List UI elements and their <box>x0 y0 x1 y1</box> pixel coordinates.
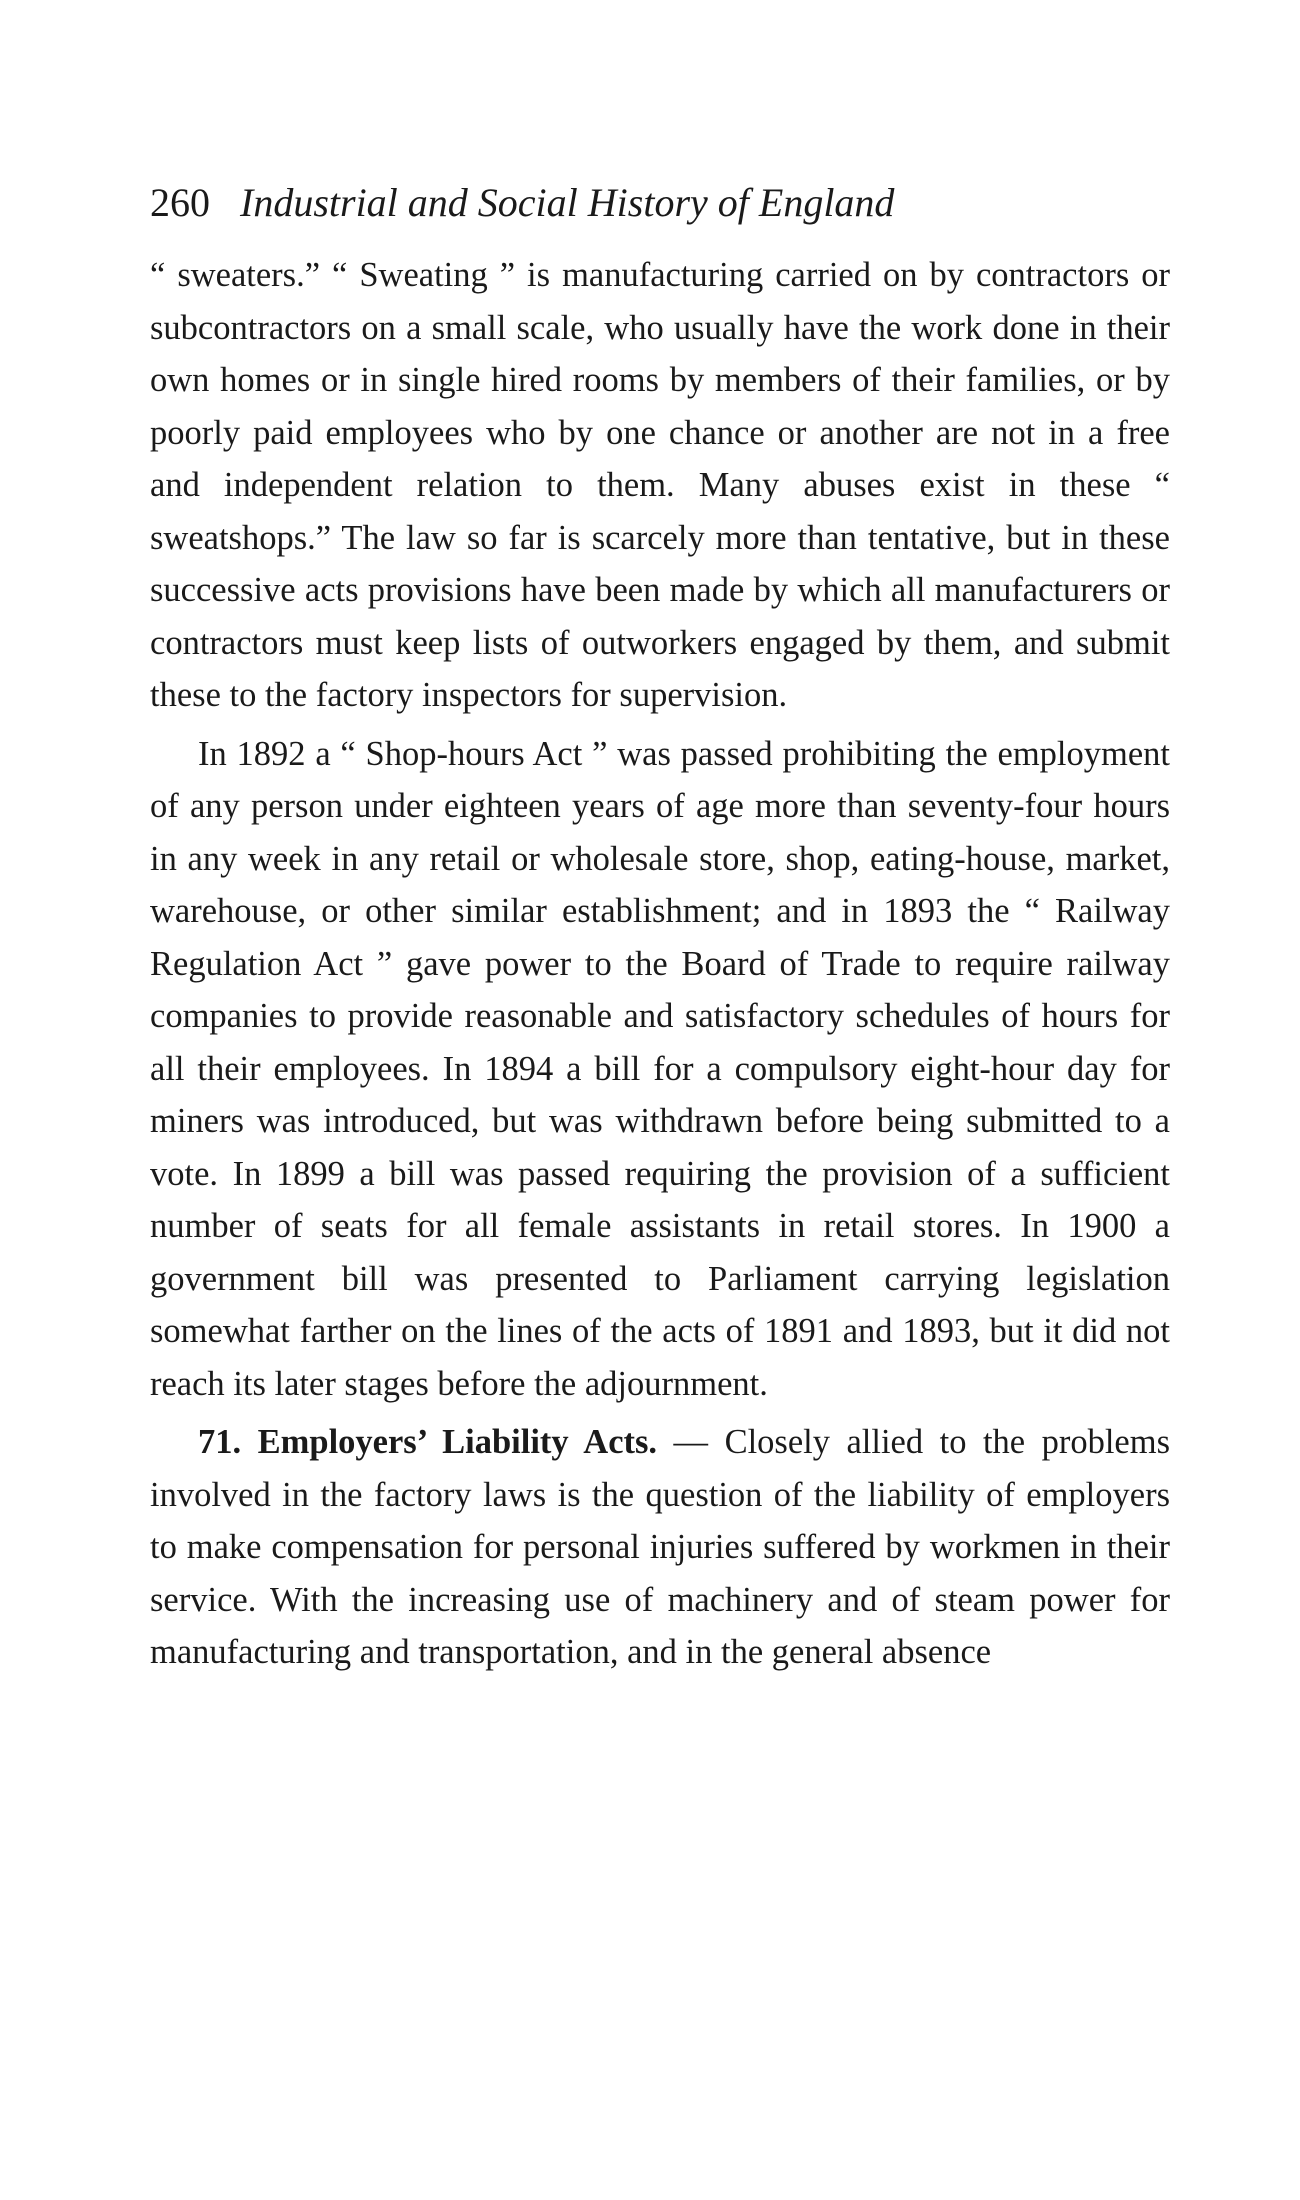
paragraph-shop-hours: In 1892 a “ Shop-hours Act ” was passed prohibiting the employment of any person under eighteen years of age more than seventy-four hours in any week in any retail or wholesale store, shop, eating-house, market, warehouse, or other similar establishment; and in 1893 the “ Railway Regulation Act ” gave power to the Board of Trade to require railway companies to provide reasonable and satisfactory schedules of hours for all their employees. In 1894 a bill for a compulsory eight-hour day for miners was introduced, but was withdrawn before being submitted to a vote. In 1899 a bill was passed requiring the provision of a sufficient number of seats for all female assistants in retail stores. In 1900 a government bill was presented to Parliament carrying legislation somewhat farther on the lines of the acts of 1891 and 1893, but it did not reach its later stages before the adjournment. <box>150 734 1170 1403</box>
running-head <box>150 175 1170 231</box>
section-number: 71. <box>198 1423 242 1461</box>
section-separator: — <box>657 1423 725 1461</box>
page-number: 260 <box>150 180 210 225</box>
book-page <box>150 175 1170 1685</box>
section-title: Employers’ Liability Acts. <box>257 1423 658 1461</box>
running-title: Industrial and Social History of England <box>240 180 895 225</box>
section-71-paragraph <box>150 1416 1170 1679</box>
section-body-text: Closely allied to the problems involved in the factory laws is the question of the liability of employers to make compensation for personal injuries suffered by workmen in their service. With the increasing use of machinery and of steam power for manufacturing and transportation, and in the general absence <box>150 1423 1171 1671</box>
paragraph-sweating: “ sweaters.” “ Sweating ” is manufacturing carried on by contractors or subcontractors on a small scale, who usually have the work done in their own homes or in single hired rooms by members of their families, or by poorly paid employees who by one chance or another are not in a free and independent relation to them. Many abuses exist in these “ sweatshops.” The law so far is scarcely more than tentative, but in these successive acts provisions have been made by which all manufacturers or contractors must keep lists of outworkers engaged by them, and submit these to the factory inspectors for supervision. <box>150 256 1170 714</box>
